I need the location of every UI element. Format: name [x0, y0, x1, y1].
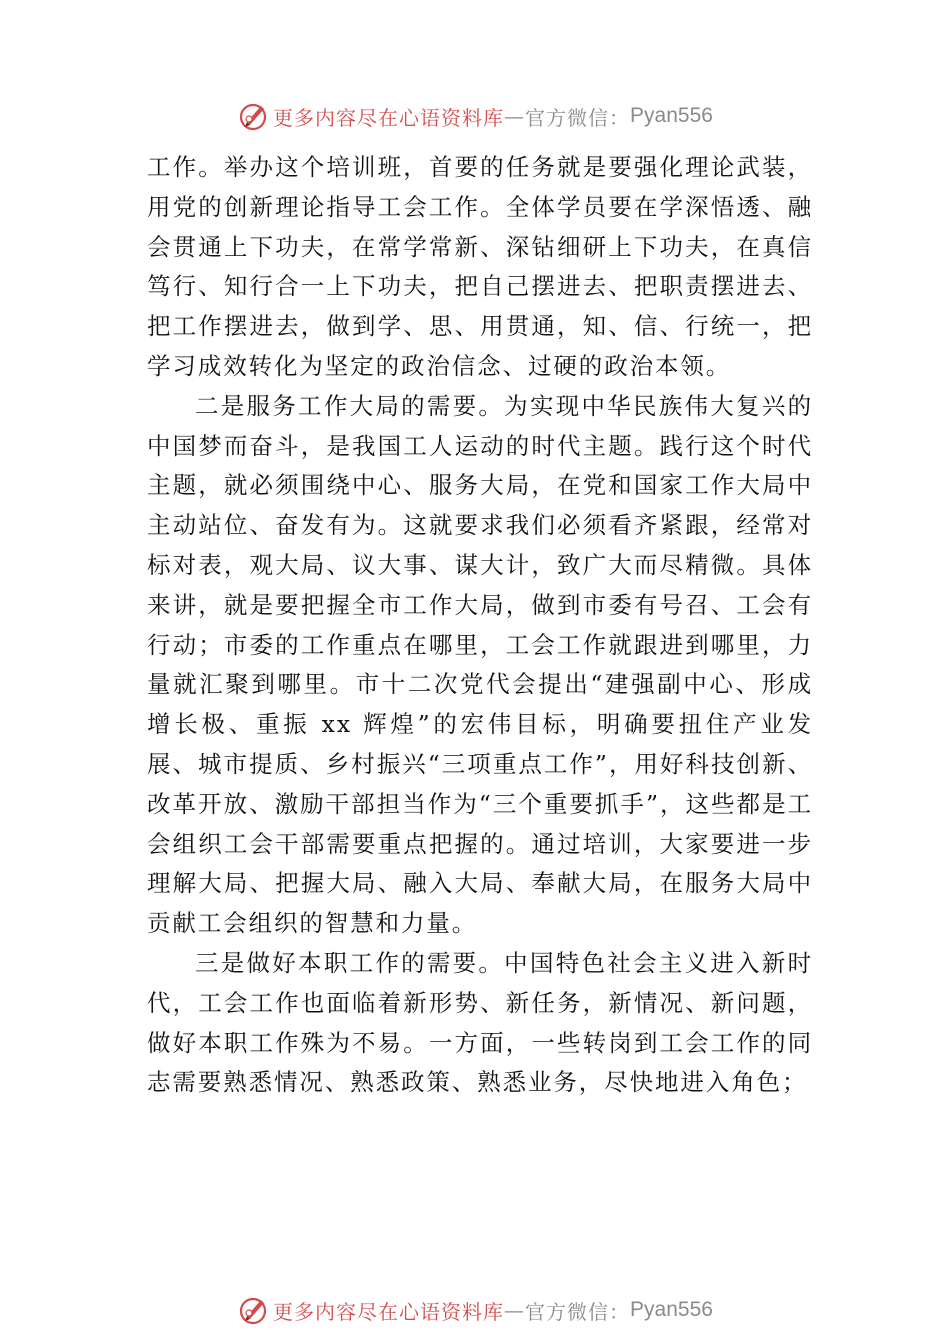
header-banner	[0, 96, 950, 136]
header-site-name: 更多内容尽在心语资料库	[273, 105, 505, 130]
document-body	[147, 148, 813, 1103]
pen-logo-icon	[237, 100, 269, 132]
paragraph-1: 工作。举办这个培训班，首要的任务就是要强化理论武装， 用党的创新理论指导工会工作。全体学员要在学深悟透、融会贯通上下功夫，在常学常新、深钻细研上下功夫，在真信笃行、知行合一上下功夫，把自己摆进去、把职责摆进去、 把工作摆进去，做到学、思、用贯通，知、信、行统一，把学习成效转化为坚定的政治信念、过硬的政治本领。	[147, 153, 813, 380]
footer-wechat-label: 官方微信：	[525, 1299, 631, 1324]
header-wechat-label: 官方微信：	[525, 105, 631, 130]
paragraph-3: 三是做好本职工作的需要。中国特色社会主义进入新时代，工会工作也面临着新形势、新任务，新情况、新问题， 做好本职工作殊为不易。一方面，一些转岗到工会工作的同志需要熟悉情况、熟悉政策、熟悉业务，尽快地进入角色；	[147, 948, 813, 1097]
footer-site-name: 更多内容尽在心语资料库	[273, 1299, 505, 1324]
footer-wechat-id: Pyan556	[630, 1298, 713, 1321]
header-wechat-id: Pyan556	[630, 104, 713, 127]
pen-logo-icon	[237, 1294, 269, 1326]
footer-banner	[0, 1290, 950, 1330]
header-dash: —	[504, 104, 526, 128]
paragraph-2: 二是服务工作大局的需要。为实现中华民族伟大复兴的中国梦而奋斗，是我国工人运动的时代主题。践行这个时代主题，就必须围绕中心、服务大局，在党和国家工作大局中主动站位、奋发有为。这就要求我们必须看齐紧跟，经常对标对表，观大局、议大事、谋大计，致广大而尽精微。具体来讲，就是要把握全市工作大局，做到市委有号召、工会有行动；市委的工作重点在哪里，工会工作就跟进到哪里，力量就汇聚到哪里。市十二次党代会提出“建强副中心、形成增长极、重振 xx 辉煌”的宏伟目标，明确要扭住产业发展、城市提质、乡村振兴“三项重点工作”，用好科技创新、改革开放、激励干部担当作为“三个重要抓手”，这些都是工会组织工会干部需要重点把握的。通过培训，大家要进一步理解大局、把握大局、融入大局、奉献大局，在服务大局中贡献工会组织的智慧和力量。	[147, 391, 813, 938]
footer-dash: —	[504, 1298, 526, 1322]
